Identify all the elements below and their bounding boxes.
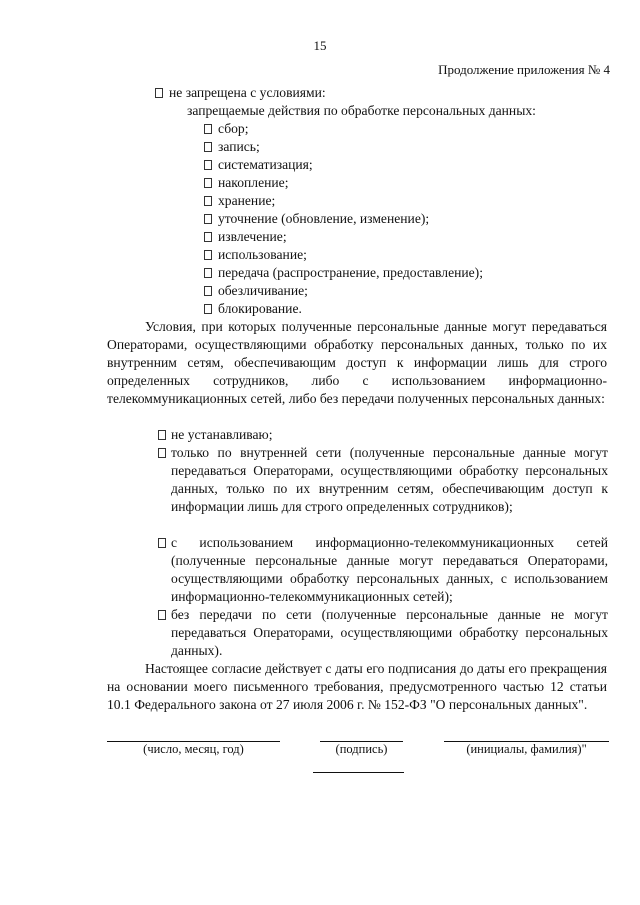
action-label: уточнение (обновление, изменение);	[218, 211, 430, 226]
prohibited-actions-heading: запрещаемые действия по обработке персональных данных:	[187, 103, 536, 118]
action-item[interactable]	[204, 138, 260, 156]
action-item[interactable]	[204, 264, 483, 282]
action-item[interactable]	[204, 192, 275, 210]
action-label: запись;	[218, 139, 260, 154]
action-item[interactable]	[204, 228, 287, 246]
checkbox-icon[interactable]	[204, 268, 212, 278]
checkbox-icon[interactable]	[204, 178, 212, 188]
action-label: накопление;	[218, 175, 289, 190]
action-label: передача (распространение, предоставление);	[218, 265, 483, 280]
option-text: без передачи по сети (полученные персональные данные не могут передаваться Операторами, осуществляющими обработку персональных данных).	[171, 607, 608, 658]
transfer-option-not-set[interactable]	[158, 426, 608, 444]
checkbox-icon[interactable]	[204, 250, 212, 260]
action-label: извлечение;	[218, 229, 287, 244]
checkbox-icon[interactable]	[204, 142, 212, 152]
option-text: не устанавливаю;	[171, 427, 273, 442]
checkbox-icon[interactable]	[158, 448, 166, 458]
checkbox-icon[interactable]	[204, 214, 212, 224]
name-caption: (инициалы, фамилия)"	[466, 742, 587, 756]
checkbox-icon[interactable]	[158, 538, 166, 548]
option-not-prohibited-with-conditions[interactable]	[155, 84, 326, 102]
signature-caption: (подпись)	[335, 742, 388, 756]
action-label: систематизация;	[218, 157, 313, 172]
checkbox-icon[interactable]	[158, 430, 166, 440]
action-label: сбор;	[218, 121, 249, 136]
action-item[interactable]	[204, 210, 429, 228]
action-label: блокирование.	[218, 301, 302, 316]
extra-signature-line[interactable]	[313, 772, 404, 773]
action-label: хранение;	[218, 193, 276, 208]
checkbox-icon[interactable]	[158, 610, 166, 620]
transfer-conditions-paragraph: Условия, при которых полученные персональные данные могут передаваться Операторами, осуществляющими обработку персональных данных, только по их внутренним сетям, обеспечивающим доступ к информации лишь для строго определенных сотрудников, либо с использованием информационно-телекоммуникационных сетей, либо без передачи полученных персональных данных:	[107, 319, 607, 406]
action-label: использование;	[218, 247, 307, 262]
option-label: не запрещена с условиями:	[169, 85, 326, 100]
action-item[interactable]	[204, 156, 313, 174]
action-item[interactable]	[204, 120, 249, 138]
option-text: с использованием информационно-телекоммуникационных сетей (полученные персональные данные могут передаваться Операторами, осуществляющими обработку персональных данных, с использованием информационно-телекоммуникационных сетей);	[171, 535, 608, 604]
action-item[interactable]	[204, 282, 308, 300]
action-item[interactable]	[204, 300, 302, 318]
checkbox-icon[interactable]	[204, 304, 212, 314]
option-text: только по внутренней сети (полученные персональные данные могут передаваться Операторами, осуществляющими обработку персональных данных, только по их внутренним сетям, обеспечивающим доступ к информации лишь для строго определенных сотрудников);	[171, 445, 608, 514]
checkbox-icon[interactable]	[204, 232, 212, 242]
date-caption: (число, месяц, год)	[143, 742, 244, 756]
checkbox-icon[interactable]	[204, 124, 212, 134]
transfer-option-telecom-networks[interactable]	[158, 534, 608, 606]
action-item[interactable]	[204, 174, 288, 192]
transfer-option-no-network[interactable]	[158, 606, 608, 660]
appendix-note: Продолжение приложения № 4	[438, 62, 610, 77]
action-item[interactable]	[204, 246, 307, 264]
checkbox-icon[interactable]	[204, 160, 212, 170]
checkbox-icon[interactable]	[204, 286, 212, 296]
validity-paragraph: Настоящее согласие действует с даты его подписания до даты его прекращения на основании моего письменного требования, предусмотренного частью 12 статьи 10.1 Федерального закона от 27 июля 2006 г. № 152-ФЗ "О персональных данных".	[107, 661, 607, 712]
action-label: обезличивание;	[218, 283, 308, 298]
checkbox-icon[interactable]	[155, 88, 163, 98]
page-number: 15	[313, 38, 327, 53]
checkbox-icon[interactable]	[204, 196, 212, 206]
transfer-option-internal-network[interactable]	[158, 444, 608, 516]
